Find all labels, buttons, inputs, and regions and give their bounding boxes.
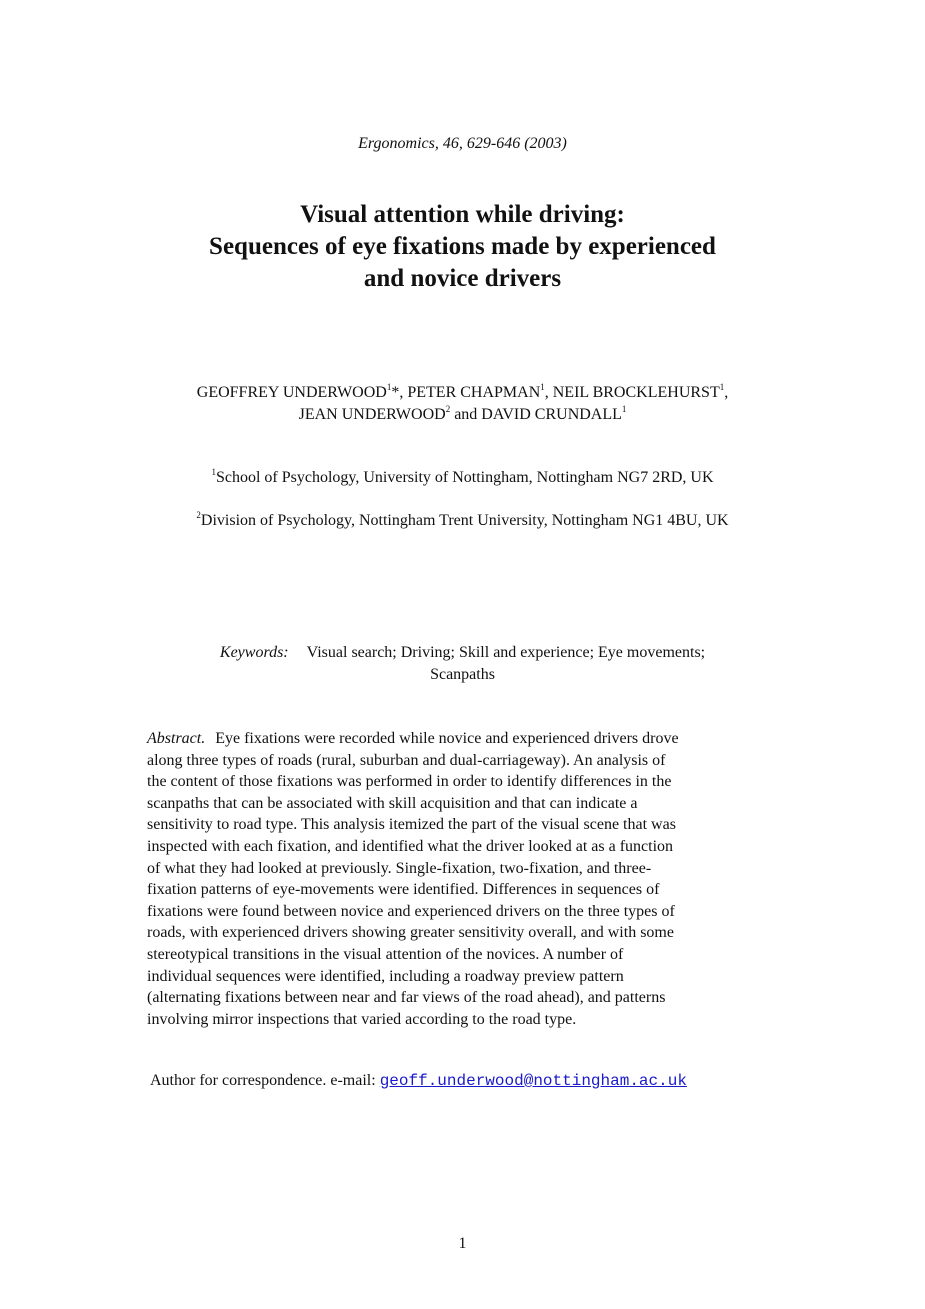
author-list bbox=[0, 382, 925, 426]
title-line-2: Sequences of eye fixations made by experienced bbox=[209, 233, 716, 260]
abstract-line: fixation patterns of eye-movements were identified. Differences in sequences of bbox=[147, 881, 660, 899]
abstract-line: stereotypical transitions in the visual attention of the novices. A number of bbox=[147, 945, 624, 963]
author-name: JEAN UNDERWOOD bbox=[298, 406, 446, 423]
email-link[interactable]: geoff.underwood@nottingham.ac.uk bbox=[379, 1072, 687, 1090]
abstract-line: roads, with experienced drivers showing greater sensitivity overall, and with some bbox=[147, 924, 674, 942]
abstract-line: (alternating fixations between near and far views of the road ahead), and patterns bbox=[147, 989, 666, 1007]
abstract-line: along three types of roads (rural, suburban and dual-carriageway). An analysis of bbox=[147, 751, 666, 769]
affiliation-text: School of Psychology, University of Nottingham, Nottingham NG7 2RD, UK bbox=[215, 469, 714, 486]
keywords-label-colon: : bbox=[283, 644, 289, 661]
abstract-line: individual sequences were identified, including a roadway preview pattern bbox=[147, 967, 624, 985]
abstract-line: involving mirror inspections that varied according to the road type. bbox=[147, 1010, 577, 1028]
affiliation-2 bbox=[0, 512, 925, 530]
author-name: *, PETER CHAPMAN bbox=[391, 384, 541, 401]
affiliation-1 bbox=[0, 469, 925, 487]
abstract-section bbox=[147, 728, 787, 1030]
author-affil-sup: 2 bbox=[445, 404, 451, 414]
author-affil-sup: 1 bbox=[621, 404, 627, 414]
page-number: 1 bbox=[458, 1235, 467, 1252]
author-name: , NEIL BROCKLEHURST bbox=[544, 384, 720, 401]
title-line-1: Visual attention while driving: bbox=[300, 201, 625, 228]
correspondence-line bbox=[150, 1072, 687, 1090]
author-affil-sup: 1 bbox=[386, 382, 392, 392]
title-line-3: and novice drivers bbox=[363, 265, 562, 292]
author-name: and DAVID CRUNDALL bbox=[450, 406, 622, 423]
abstract-line: scanpaths that can be associated with skill acquisition and that can indicate a bbox=[147, 794, 638, 812]
abstract-line: of what they had looked at previously. Single-fixation, two-fixation, and three- bbox=[147, 859, 652, 877]
affiliation-sup: 2 bbox=[196, 510, 201, 520]
keywords-section bbox=[0, 642, 925, 686]
keywords-line-2: Scanpaths bbox=[430, 666, 495, 683]
abstract-line-1 bbox=[147, 728, 787, 750]
abstract-line: inspected with each fixation, and identified what the driver looked at as a function bbox=[147, 837, 674, 855]
affiliation-sup: 1 bbox=[211, 467, 216, 477]
correspondence-label: Author for correspondence. e-mail: bbox=[150, 1072, 376, 1089]
abstract-text: Eye fixations were recorded while novice and experienced drivers drove bbox=[215, 730, 679, 747]
abstract-line: fixations were found between novice and experienced drivers on the three types of bbox=[147, 902, 675, 920]
abstract-line: the content of those fixations was performed in order to identify differences in the bbox=[147, 773, 672, 791]
journal-reference: Ergonomics, 46, 629-646 (2003) bbox=[358, 135, 567, 152]
affiliation-text: Division of Psychology, Nottingham Trent University, Nottingham NG1 4BU, UK bbox=[200, 512, 729, 529]
author-separator: , bbox=[724, 384, 729, 401]
paper-title bbox=[0, 199, 925, 295]
author-line-1 bbox=[0, 382, 925, 404]
author-affil-sup: 1 bbox=[719, 382, 725, 392]
author-affil-sup: 1 bbox=[540, 382, 545, 392]
author-line-2 bbox=[0, 404, 925, 426]
abstract-label-period: . bbox=[201, 730, 206, 747]
abstract-line: sensitivity to road type. This analysis itemized the part of the visual scene that was bbox=[147, 816, 676, 834]
keywords-line-1 bbox=[0, 642, 925, 664]
keywords-label: Keywords bbox=[219, 644, 284, 661]
abstract-label: Abstract bbox=[147, 730, 202, 747]
keywords-text: Visual search; Driving; Skill and experience; Eye movements; bbox=[306, 644, 706, 661]
author-name: GEOFFREY UNDERWOOD bbox=[196, 384, 387, 401]
